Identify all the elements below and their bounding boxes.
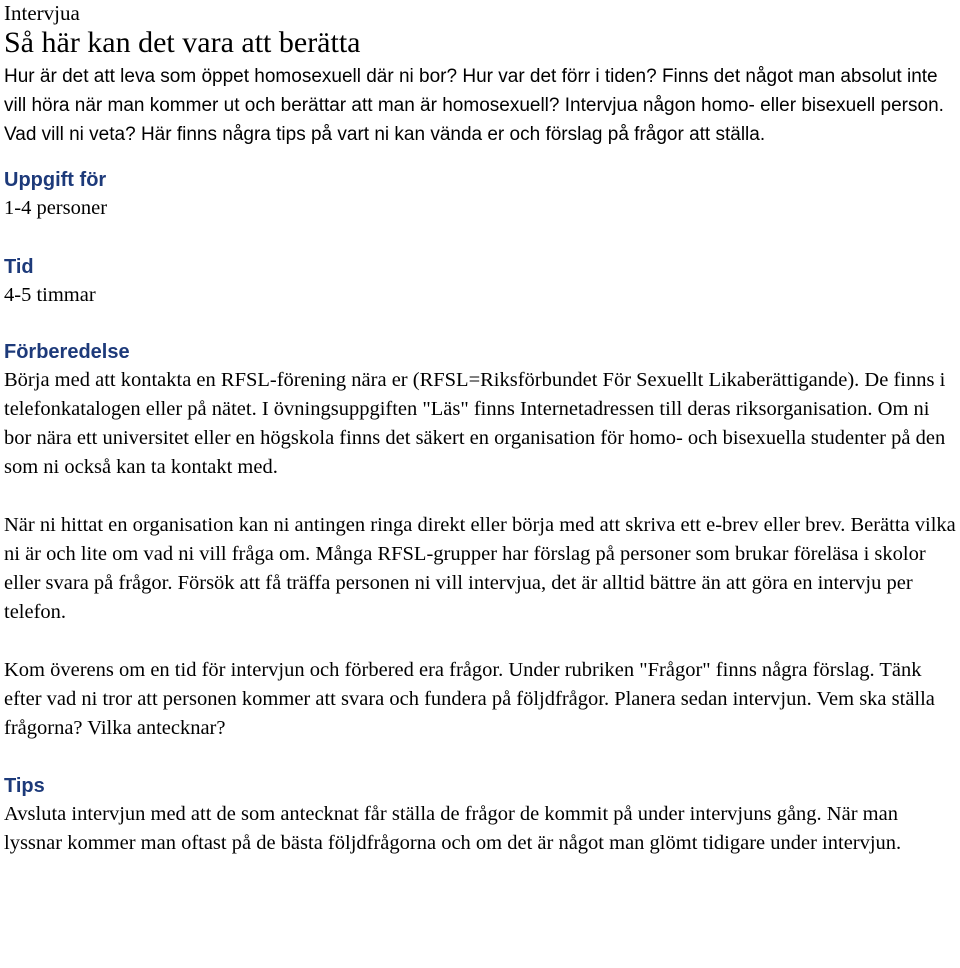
document-kicker: Intervjua	[4, 1, 80, 25]
tips-paragraph: Avsluta intervjun med att de som antecknat får ställa de frågor de kommit på under intervjuns gång. När man lyssnar kommer man oftast på de bästa följdfrågorna och om det är något man glömt tidigare under intervjun.	[4, 803, 902, 854]
preparation-paragraph: Börja med att kontakta en RFSL-förening nära er (RFSL=Riksförbundet För Sexuellt Likaberättigande). De finns i telefonkatalogen eller på nätet. I övningsuppgiften "Läs" finns Internetadressen till deras riksorganisation. Om ni bor nära ett universitet eller en högskola finns det säkert en organisation för homo- och bisexuella studenter på den som ni också kan ta kontakt med.	[4, 369, 946, 478]
preparation-heading: Förberedelse	[4, 341, 130, 363]
time-value: 4-5 timmar	[4, 284, 96, 306]
preparation-paragraph: Kom överens om en tid för intervjun och förbered era frågor. Under rubriken "Frågor" finns några förslag. Tänk efter vad ni tror att personen kommer att svara och fundera på följdfrågor. Planera sedan intervjun. Vem ska ställa frågorna? Vilka antecknar?	[4, 659, 935, 739]
document-title: Så här kan det vara att berätta	[4, 26, 361, 59]
intro-paragraph: Hur är det att leva som öppet homosexuell där ni bor? Hur var det förr i tiden? Finns det något man absolut inte vill höra när man kommer ut och berättar att man är homosexuell? Intervjua någon homo- eller bisexuell person. Vad vill ni veta? Här finns några tips på vart ni kan vända er och förslag på frågor att ställa.	[4, 66, 944, 145]
time-heading: Tid	[4, 256, 34, 278]
preparation-paragraph: När ni hittat en organisation kan ni antingen ringa direkt eller börja med att skriva ett e-brev eller brev. Berätta vilka ni är och lite om vad ni vill fråga om. Många RFSL-grupper har förslag på personer som brukar föreläsa i skolor eller svara på frågor. Försök att få träffa personen ni vill intervjua, det är alltid bättre än att göra en intervju per telefon.	[4, 514, 956, 623]
assignment-value: 1-4 personer	[4, 197, 108, 219]
assignment-heading: Uppgift för	[4, 169, 107, 191]
tips-heading: Tips	[4, 775, 45, 797]
